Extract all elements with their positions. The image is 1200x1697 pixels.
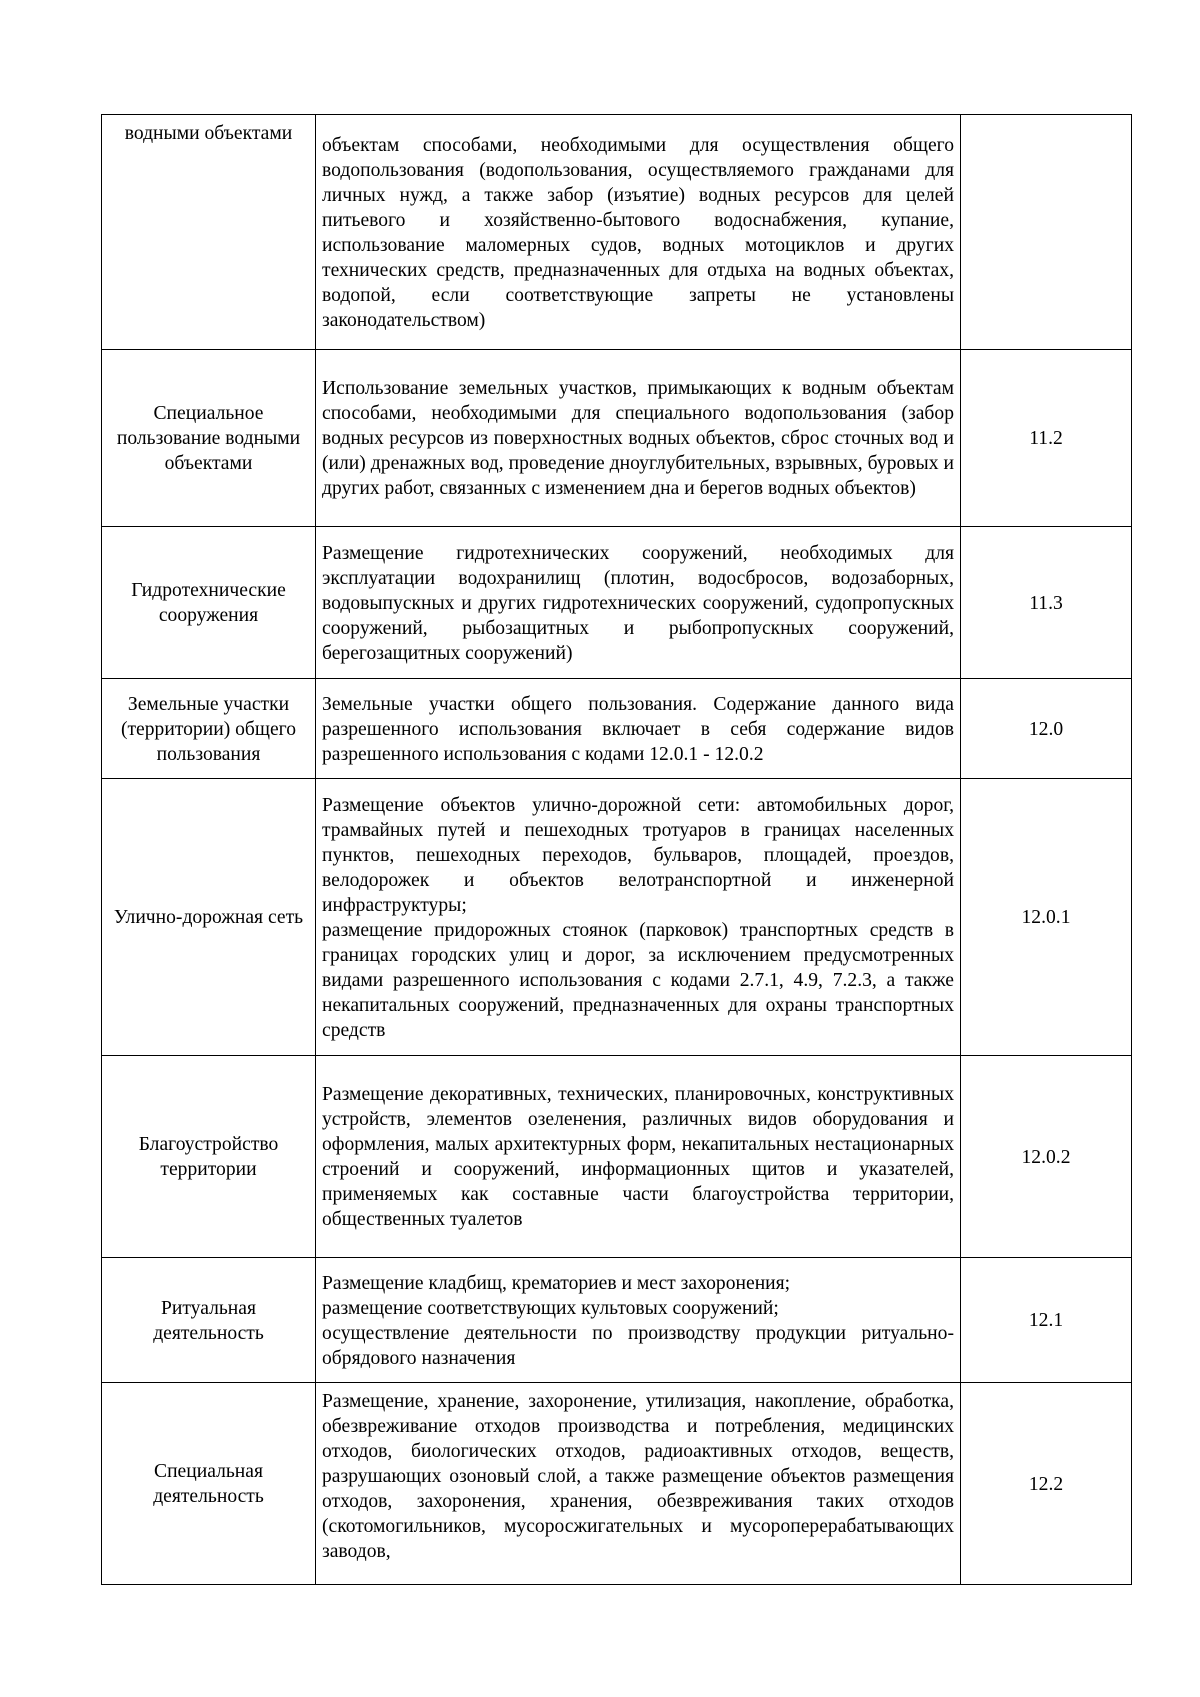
use-type-description xyxy=(316,679,961,779)
use-type-description xyxy=(316,115,961,350)
description-paragraph: Размещение, хранение, захоронение, утилизация, накопление, обработка, обезвреживание отходов производства и потребления, медицинских отходов, биологических отходов, радиоактивных отходов, веществ, разрушающих озоновый слой, а также размещение объектов размещения отходов, захоронения, хранения, обезвреживания таких отходов (скотомогильников, мусоросжигательных и мусороперерабатывающих заводов, xyxy=(322,1391,954,1562)
table-row xyxy=(102,350,1132,527)
use-type-code: 12.2 xyxy=(961,1383,1132,1585)
description-paragraph: размещение соответствующих культовых сооружений; xyxy=(322,1297,779,1319)
use-type-description xyxy=(316,1258,961,1383)
table-row xyxy=(102,779,1132,1056)
use-type-code xyxy=(961,115,1132,350)
use-type-name: Благоустройство территории xyxy=(102,1056,316,1258)
description-paragraph: осуществление деятельности по производству продукции ритуально-обрядового назначения xyxy=(322,1322,954,1369)
use-type-name: Улично-дорожная сеть xyxy=(102,779,316,1056)
use-type-description xyxy=(316,350,961,527)
use-type-code: 11.2 xyxy=(961,350,1132,527)
use-type-name: водными объектами xyxy=(102,115,316,350)
description-paragraph: Земельные участки общего пользования. Содержание данного вида разрешенного использования включает в себя содержание видов разрешенного использования с кодами 12.0.1 - 12.0.2 xyxy=(322,693,954,765)
table-row xyxy=(102,1258,1132,1383)
use-type-description xyxy=(316,779,961,1056)
land-use-table xyxy=(101,114,1132,1585)
use-type-name: Специальная деятельность xyxy=(102,1383,316,1585)
use-type-description xyxy=(316,527,961,679)
use-type-name: Земельные участки (территории) общего пользования xyxy=(102,679,316,779)
description-paragraph: Размещение объектов улично-дорожной сети: автомобильных дорог, трамвайных путей и пешеходных тротуаров в границах населенных пунктов, пешеходных переходов, бульваров, площадей, проездов, велодорожек и объектов велотранспортной и инженерной инфраструктуры; xyxy=(322,794,954,916)
use-type-code: 11.3 xyxy=(961,527,1132,679)
table-row xyxy=(102,679,1132,779)
use-type-description xyxy=(316,1383,961,1585)
description-paragraph: Использование земельных участков, примыкающих к водным объектам способами, необходимыми для специального водопользования (забор водных ресурсов из поверхностных водных объектов, сброс сточных вод и (или) дренажных вод, проведение дноуглубительных, взрывных, буровых и других работ, связанных с изменением дна и берегов водных объектов) xyxy=(322,378,954,499)
use-type-code: 12.0.1 xyxy=(961,779,1132,1056)
description-paragraph: объектам способами, необходимыми для осуществления общего водопользования (водопользования, осуществляемого гражданами для личных нужд, а также забор (изъятие) водных ресурсов для целей питьевого и хозяйственно-бытового водоснабжения, купание, использование маломерных судов, водных мотоциклов и других технических средств, предназначенных для отдыха на водных объектах, водопой, если соответствующие запреты не установлены законодательством) xyxy=(322,134,954,331)
table-row xyxy=(102,1056,1132,1258)
use-type-code: 12.0.2 xyxy=(961,1056,1132,1258)
use-type-description xyxy=(316,1056,961,1258)
table-row xyxy=(102,527,1132,679)
use-type-name: Ритуальная деятельность xyxy=(102,1258,316,1383)
description-paragraph: Размещение гидротехнических сооружений, необходимых для эксплуатации водохранилищ (плотин, водосбросов, водозаборных, водовыпускных и других гидротехнических сооружений, судопропускных сооружений, рыбозащитных и рыбопропускных сооружений, берегозащитных сооружений) xyxy=(322,542,954,664)
table-row xyxy=(102,1383,1132,1585)
description-paragraph: Размещение кладбищ, крематориев и мест захоронения; xyxy=(322,1272,791,1294)
description-paragraph: Размещение декоративных, технических, планировочных, конструктивных устройств, элементов озеленения, различных видов оборудования и оформления, малых архитектурных форм, некапитальных нестационарных строений и сооружений, информационных щитов и указателей, применяемых как составные части благоустройства территории, общественных туалетов xyxy=(322,1084,954,1230)
description-paragraph: размещение придорожных стоянок (парковок) транспортных средств в границах городских улиц и дорог, за исключением предусмотренных видами разрешенного использования с кодами 2.7.1, 4.9, 7.2.3, а также некапитальных сооружений, предназначенных для охраны транспортных средств xyxy=(322,919,954,1041)
use-type-name: Специальное пользование водными объектами xyxy=(102,350,316,527)
use-type-name: Гидротехнические сооружения xyxy=(102,527,316,679)
use-type-code: 12.1 xyxy=(961,1258,1132,1383)
use-type-code: 12.0 xyxy=(961,679,1132,779)
table-row xyxy=(102,115,1132,350)
